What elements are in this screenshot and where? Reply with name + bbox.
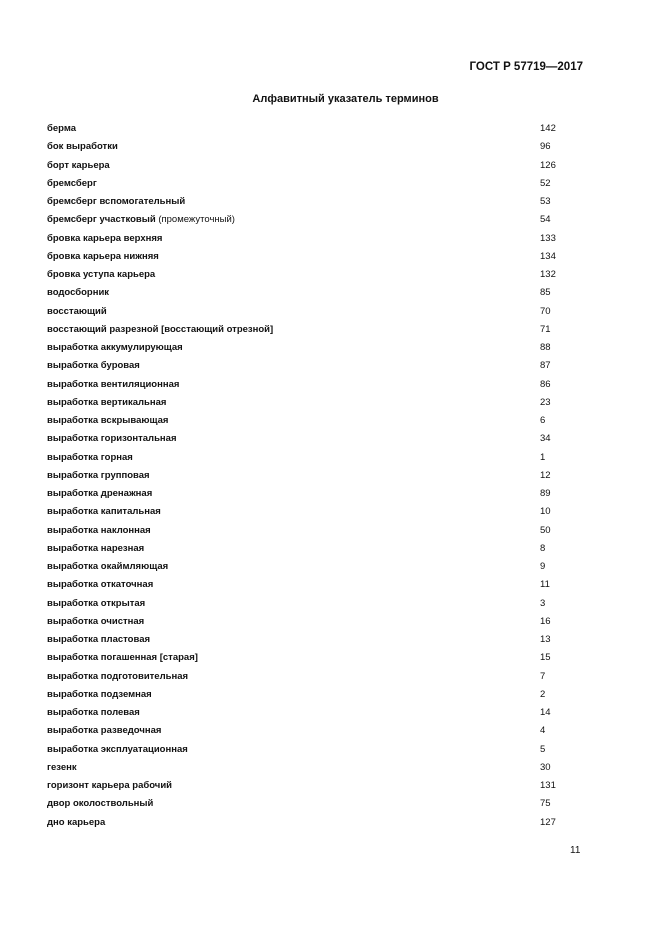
index-entry-term-text: выработка погашенная [старая] <box>47 652 198 664</box>
index-entry-page: 96 <box>540 141 551 153</box>
index-entry <box>47 741 567 759</box>
index-entry-term-text: бровка карьера верхняя <box>47 232 163 244</box>
index-entry <box>47 795 567 813</box>
index-entry-page: 4 <box>540 725 546 737</box>
index-entry <box>47 284 567 302</box>
index-entry-page: 142 <box>540 123 556 134</box>
index-entry-page: 7 <box>540 670 546 682</box>
index-entry-term-text: выработка буровая <box>47 360 140 372</box>
index-entry <box>47 357 567 375</box>
index-entry-term <box>47 321 273 339</box>
index-entry-page: 11 <box>540 579 550 591</box>
index-entry-term <box>47 394 166 412</box>
index-entry-term-text: водосборник <box>47 287 110 299</box>
index-entry-page: 52 <box>540 177 551 189</box>
index-entry-term-text: борт карьера <box>47 159 110 171</box>
index-entry <box>47 576 567 594</box>
index-entry <box>47 211 567 229</box>
index-entry <box>47 558 567 576</box>
index-entry-page: 133 <box>540 232 556 244</box>
index-entry-term-text: двор околоствольный <box>47 798 154 810</box>
index-entry <box>47 120 567 138</box>
index-entry <box>47 175 567 193</box>
index-entry-page: 34 <box>540 433 551 445</box>
index-entry-term-text: берма <box>47 123 77 134</box>
index-entry-term <box>47 467 150 485</box>
index-entry-page: 13 <box>540 634 551 645</box>
index-entry <box>47 193 567 211</box>
index-entry-page: 15 <box>540 652 551 664</box>
index-entry <box>47 759 567 777</box>
index-entry-page: 85 <box>540 287 551 299</box>
index-entry <box>47 467 567 485</box>
index-entry <box>47 485 567 503</box>
index-entry-term <box>47 722 161 740</box>
index-entry-term <box>47 649 198 667</box>
index-entry-term-text: выработка вскрывающая <box>47 415 169 426</box>
index-entry <box>47 430 567 448</box>
index-entry <box>47 686 567 704</box>
index-entry-term <box>47 376 179 394</box>
index-entry-term <box>47 303 107 321</box>
index-entry-term <box>47 777 172 795</box>
index-entry-term <box>47 175 97 193</box>
index-entry <box>47 303 567 321</box>
index-entry <box>47 138 567 156</box>
index-entry-term-text: выработка откаточная <box>47 579 154 591</box>
index-entry-page: 134 <box>540 250 556 262</box>
index-entry-term <box>47 613 144 631</box>
index-entry-term-text: дно карьера <box>47 816 106 828</box>
index-entry <box>47 540 567 558</box>
index-entry-term-text: выработка эксплуатационная <box>47 743 188 755</box>
index-entry <box>47 157 567 175</box>
index-entry-page: 71 <box>540 323 551 335</box>
index-entry-term <box>47 704 140 722</box>
index-entry-term-text: выработка пластовая <box>47 634 151 645</box>
index-entry-page: 127 <box>540 816 556 828</box>
index-entry-term <box>47 193 185 211</box>
index-entry-page: 16 <box>540 615 551 627</box>
index-entry-term-text: бровка карьера нижняя <box>47 250 159 262</box>
index-entry-term <box>47 449 133 467</box>
index-entry-page: 9 <box>540 561 546 572</box>
index-entry-note: (промежуточный) <box>155 214 235 226</box>
index-entry <box>47 248 567 266</box>
index-entry-page: 12 <box>540 469 551 481</box>
index-entry <box>47 503 567 521</box>
index-entry-term-text: выработка дренажная <box>47 488 153 499</box>
index-entry <box>47 668 567 686</box>
page-title: Алфавитный указатель терминов <box>252 93 439 105</box>
index-entry-term <box>47 266 155 284</box>
index-entry-term-text: бремсберг участковый <box>47 214 156 226</box>
document-code: ГОСТ Р 57719—2017 <box>469 61 583 73</box>
index-entry-page: 86 <box>540 378 551 390</box>
index-entry-term-text: выработка наклонная <box>47 524 151 536</box>
index-entry-page: 53 <box>540 196 551 207</box>
index-entry-term <box>47 430 176 448</box>
index-entry-term-text: выработка подземная <box>47 688 152 700</box>
index-entry-term <box>47 741 188 759</box>
index-entry <box>47 230 567 248</box>
index-entry-page: 54 <box>540 214 551 226</box>
index-entry-term <box>47 157 110 175</box>
index-entry-term-text: выработка групповая <box>47 469 150 481</box>
index-entry-page: 131 <box>540 780 556 791</box>
index-entry-page: 8 <box>540 542 546 554</box>
index-entry-term <box>47 138 118 156</box>
index-entry-page: 87 <box>540 360 551 372</box>
index-entry-term-text: выработка вентиляционная <box>47 378 180 390</box>
index-entry <box>47 321 567 339</box>
index-entry-page: 88 <box>540 342 551 353</box>
index-entry-term-text: выработка очистная <box>47 615 145 627</box>
index-entry-term <box>47 522 151 540</box>
index-entry <box>47 376 567 394</box>
index-entry <box>47 595 567 613</box>
index-entry <box>47 613 567 631</box>
index-entry-page: 89 <box>540 488 551 499</box>
index-entry <box>47 631 567 649</box>
index-entry-term-text: выработка капитальная <box>47 506 161 518</box>
index-entry <box>47 722 567 740</box>
index-entry-term <box>47 339 183 357</box>
index-entry-term-text: восстающий разрезной [восстающий отрезной] <box>47 323 274 335</box>
index-entry <box>47 339 567 357</box>
index-entry-term-text: бремсберг вспомогательный <box>47 196 186 207</box>
index-entry-term <box>47 230 162 248</box>
index-entry <box>47 394 567 412</box>
index-entry-term <box>47 120 76 138</box>
index-entry-term-text: выработка нарезная <box>47 542 145 554</box>
term-index-list <box>47 120 567 832</box>
index-entry-term <box>47 540 144 558</box>
index-entry-page: 132 <box>540 269 556 280</box>
index-entry-term-text: выработка разведочная <box>47 725 162 737</box>
index-entry-term-text: бок выработки <box>47 141 118 153</box>
index-entry-term <box>47 668 188 686</box>
index-entry-term <box>47 211 235 229</box>
page-number: 11 <box>570 845 581 856</box>
index-entry-term <box>47 576 153 594</box>
index-entry-page: 30 <box>540 761 551 773</box>
index-entry <box>47 266 567 284</box>
index-entry-term <box>47 248 159 266</box>
index-entry-page: 6 <box>540 415 546 426</box>
index-entry-page: 5 <box>540 743 546 755</box>
index-entry <box>47 777 567 795</box>
index-entry <box>47 704 567 722</box>
index-entry-term <box>47 558 168 576</box>
index-entry <box>47 412 567 430</box>
index-entry-page: 2 <box>540 688 546 700</box>
index-entry-term-text: выработка вертикальная <box>47 396 167 408</box>
index-entry-term-text: выработка открытая <box>47 597 146 609</box>
index-entry-page: 126 <box>540 159 556 171</box>
index-entry-page: 14 <box>540 707 551 718</box>
index-entry-term-text: бремсберг <box>47 177 97 189</box>
index-entry-term-text: горизонт карьера рабочий <box>47 780 173 791</box>
index-entry-term <box>47 795 153 813</box>
index-entry-term <box>47 357 140 375</box>
index-entry-term <box>47 814 105 832</box>
index-entry-term-text: восстающий <box>47 305 107 317</box>
index-entry-term <box>47 759 77 777</box>
index-entry-page: 50 <box>540 524 551 536</box>
index-entry-page: 3 <box>540 597 546 609</box>
index-entry-term <box>47 412 168 430</box>
index-entry-term-text: бровка уступа карьера <box>47 269 156 280</box>
index-entry-page: 70 <box>540 305 551 317</box>
index-entry-page: 1 <box>540 451 546 463</box>
index-entry-term-text: выработка полевая <box>47 707 140 718</box>
index-entry <box>47 522 567 540</box>
index-entry-page: 75 <box>540 798 551 810</box>
index-entry-term-text: гезенк <box>47 761 77 773</box>
index-entry-page: 10 <box>540 506 551 518</box>
index-entry-term <box>47 631 150 649</box>
index-entry-term-text: выработка аккумулирующая <box>47 342 183 353</box>
index-entry-term <box>47 503 161 521</box>
index-entry <box>47 649 567 667</box>
index-entry-term-text: выработка подготовительная <box>47 670 189 682</box>
index-entry <box>47 814 567 832</box>
index-entry <box>47 449 567 467</box>
index-entry-term <box>47 595 145 613</box>
index-entry-term-text: выработка горизонтальная <box>47 433 177 445</box>
index-entry-term <box>47 686 152 704</box>
index-entry-term-text: выработка окаймляющая <box>47 561 169 572</box>
index-entry-page: 23 <box>540 396 551 408</box>
index-entry-term <box>47 485 152 503</box>
index-entry-term <box>47 284 109 302</box>
index-entry-term-text: выработка горная <box>47 451 133 463</box>
